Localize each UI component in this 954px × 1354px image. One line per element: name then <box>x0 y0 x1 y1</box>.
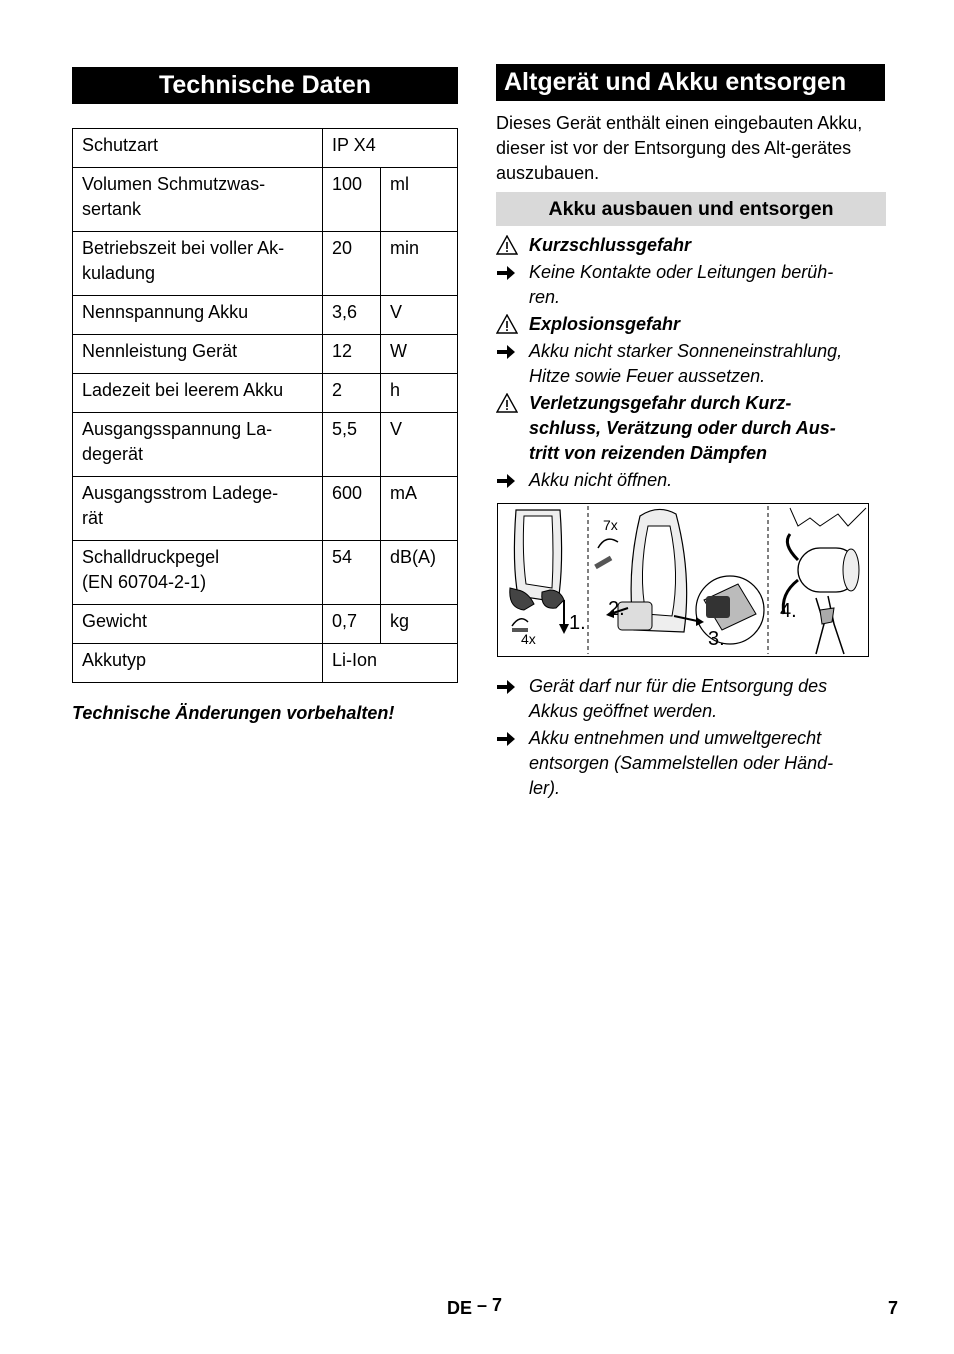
spec-label: Nennspannung Akku <box>73 296 323 335</box>
figure-label-screws-7x: 7x <box>603 517 618 533</box>
arrow-right-icon <box>496 260 522 289</box>
subheading-battery-removal: Akku ausbauen und entsorgen <box>496 192 886 226</box>
warning-text: Kurzschlussgefahr <box>529 235 692 255</box>
arrow-right-icon <box>496 468 522 497</box>
spec-value: 20 <box>323 232 381 296</box>
footer-page-number: 7 <box>888 1298 899 1318</box>
figure-label-screws-4x: 4x <box>521 631 536 647</box>
spec-value: 12 <box>323 335 381 374</box>
spec-value: 0,7 <box>323 605 381 644</box>
spec-label: Schutzart <box>73 129 323 168</box>
spec-row <box>73 605 458 644</box>
spec-row <box>73 232 458 296</box>
spec-unit: min <box>381 232 458 296</box>
figure-label-step-3: 3. <box>708 628 725 650</box>
step-text: Gerät darf nur für die Entsorgung des Akkus geöffnet werden. <box>529 676 828 721</box>
spec-row <box>73 413 458 477</box>
spec-unit: V <box>381 296 458 335</box>
spec-row <box>73 129 458 168</box>
spec-row <box>73 168 458 232</box>
spec-label: Volumen Schmutzwas- sertank <box>73 168 323 232</box>
warning-text: Explosionsgefahr <box>529 314 681 334</box>
footer-language-page <box>447 1295 503 1319</box>
spec-unit: mA <box>381 477 458 541</box>
figure-label-step-2: 2. <box>608 598 625 620</box>
spec-label: Gewicht <box>73 605 323 644</box>
spec-value: 5,5 <box>323 413 381 477</box>
warning-text: Verletzungsgefahr durch Kurz- schluss, Verätzung oder durch Aus- tritt von reizenden Dämpfen <box>529 393 836 463</box>
spec-label: Schalldruckpegel (EN 60704-2-1) <box>73 541 323 605</box>
section-title-technical-data: Technische Daten <box>72 67 458 104</box>
spec-value: IP X4 <box>323 129 458 168</box>
spec-row <box>73 374 458 413</box>
spec-value: Li-Ion <box>323 644 458 683</box>
spec-label: Ausgangsstrom Ladege- rät <box>73 477 323 541</box>
spec-row <box>73 541 458 605</box>
step-text: Akku nicht öffnen. <box>529 470 673 490</box>
intro-paragraph: Dieses Gerät enthält einen eingebauten Akku, dieser ist vor der Entsorgung des Alt-gerätes auszubauen. <box>496 113 863 183</box>
spec-value: 600 <box>323 477 381 541</box>
spec-row <box>73 335 458 374</box>
step-text: Keine Kontakte oder Leitungen berüh- ren. <box>529 262 834 307</box>
spec-label: Akkutyp <box>73 644 323 683</box>
spec-value: 100 <box>323 168 381 232</box>
arrow-right-icon <box>496 726 522 755</box>
figure-label-step-4: 4. <box>780 600 797 622</box>
section-title-disposal: Altgerät und Akku entsorgen <box>496 64 885 101</box>
step-text: Akku entnehmen und umweltgerecht entsorgen (Sammelstellen oder Händ- ler). <box>529 728 834 798</box>
spec-unit: ml <box>381 168 458 232</box>
warning-triangle-icon <box>496 233 522 262</box>
arrow-right-icon <box>496 339 522 368</box>
figure-label-step-1: 1. <box>569 612 586 634</box>
spec-unit: V <box>381 413 458 477</box>
spec-row <box>73 296 458 335</box>
spec-unit: kg <box>381 605 458 644</box>
spec-value: 3,6 <box>323 296 381 335</box>
spec-unit: W <box>381 335 458 374</box>
changes-note: Technische Änderungen vorbehalten! <box>72 703 395 723</box>
spec-table <box>72 128 458 683</box>
spec-label: Ausgangsspannung La- degerät <box>73 413 323 477</box>
battery-removal-figure <box>497 503 869 657</box>
spec-unit: h <box>381 374 458 413</box>
spec-row <box>73 644 458 683</box>
footer-dash-page: – 7 <box>477 1295 503 1315</box>
figure-illustration <box>498 504 868 656</box>
spec-label: Ladezeit bei leerem Akku <box>73 374 323 413</box>
arrow-right-icon <box>496 674 522 703</box>
spec-value: 54 <box>323 541 381 605</box>
footer-language: DE <box>447 1298 473 1318</box>
spec-unit: dB(A) <box>381 541 458 605</box>
spec-row <box>73 477 458 541</box>
spec-label: Nennleistung Gerät <box>73 335 323 374</box>
step-text: Akku nicht starker Sonneneinstrahlung, Hitze sowie Feuer aussetzen. <box>529 341 843 386</box>
warning-triangle-icon <box>496 312 522 341</box>
spec-label: Betriebszeit bei voller Ak- kuladung <box>73 232 323 296</box>
warning-triangle-icon <box>496 391 522 420</box>
spec-value: 2 <box>323 374 381 413</box>
